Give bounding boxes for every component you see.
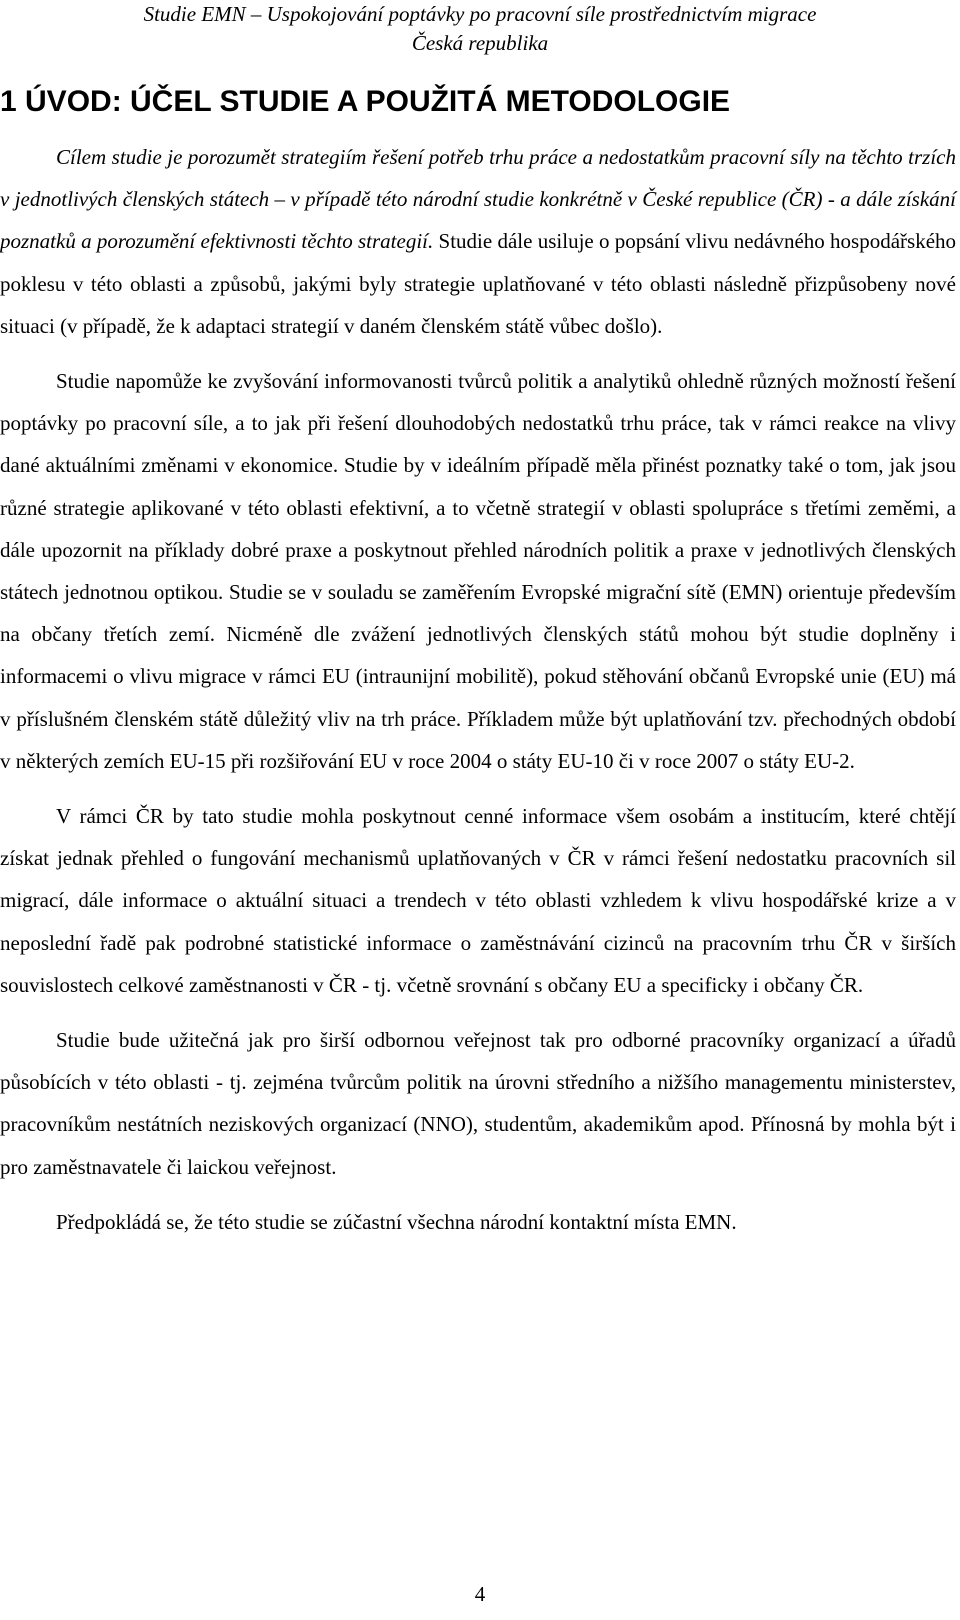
page-number: 4	[474, 1582, 486, 1606]
running-header	[0, 0, 960, 58]
running-header-country: Česká republika	[411, 31, 549, 55]
paragraph-purpose	[0, 136, 956, 347]
chapter-heading: 1 ÚVOD: ÚČEL STUDIE A POUŽITÁ METODOLOGIE	[0, 85, 731, 118]
paragraph-participation: Předpokládá se, že této studie se zúčastní všechna národní kontaktní místa EMN.	[56, 1209, 737, 1234]
body-text	[0, 136, 956, 1243]
paragraph-purpose-italic: Cílem studie je porozumět strategiím řešení potřeb trhu práce a nedostatkům pracovní síly na těchto trzích v jednotlivých členských státech – v případě této národní studie konkrétně v České republice (ČR) - a dále získání poznatků a porozumění efektivnosti těchto strategií.	[0, 145, 956, 254]
paragraph-cr-context: V rámci ČR by tato studie mohla poskytnout cenné informace všem osobám a institucím, které chtějí získat jednak přehled o fungování mechanismů uplatňovaných v ČR v rámci řešení nedostatku pracovních sil migrací, dále informace o aktuální situaci a trendech v této oblasti vzhledem k vlivu hospodářské krize a v neposlední řadě pak podrobné statistické informace o zaměstnávání cizinců na pracovním trhu ČR v širších souvislostech celkové zaměstnanosti v ČR - tj. včetně srovnání s občany EU a specificky i občany ČR.	[0, 804, 956, 997]
paragraph-purpose-regular: Studie dále usiluje o popsání vlivu nedávného hospodářského poklesu v této oblasti a způsobů, jakými byly strategie uplatňované v této oblasti následně přizpůsobeny nové situaci (v případě, že k adaptaci strategií v daném členském státě vůbec došlo).	[0, 229, 957, 338]
paragraph-benefits: Studie napomůže ke zvyšování informovanosti tvůrců politik a analytiků ohledně různých možností řešení poptávky po pracovní síle, a to jak při řešení dlouhodobých nedostatků trhu práce, tak v rámci reakce na vlivy dané aktuálními změnami v ekonomice. Studie by v ideálním případě měla přinést poznatky také o tom, jak jsou různé strategie aplikované v této oblasti efektivní, a to včetně strategií v oblasti spolupráce s třetími zeměmi, a dále upozornit na příklady dobré praxe a poskytnout přehled národních politik a praxe v jednotlivých členských státech jednotnou optikou. Studie se v souladu se zaměřením Evropské migrační sítě (EMN) orientuje především na občany třetích zemí. Nicméně dle zvážení jednotlivých členských států mohou být studie doplněny i informacemi o vlivu migrace v rámci EU (intraunijní mobilitě), pokud stěhování občanů Evropské unie (EU) má v příslušném členském státě důležitý vliv na trh práce. Příkladem může být uplatňování tzv. přechodných období v některých zemích EU-15 při rozšiřování EU v roce 2004 o státy EU-10 či v roce 2007 o státy EU-2.	[0, 369, 956, 773]
paragraph-audience: Studie bude užitečná jak pro širší odbornou veřejnost tak pro odborné pracovníky organizací a úřadů působících v této oblasti - tj. zejména tvůrcům politik na úrovni středního a nižšího managementu ministerstev, pracovníkům nestátních neziskových organizací (NNO), studentům, akademikům apod. Přínosná by mohla být i pro zaměstnavatele či laickou veřejnost.	[0, 1028, 956, 1179]
running-header-title: Studie EMN – Uspokojování poptávky po pracovní síle prostřednictvím migrace	[143, 2, 817, 26]
